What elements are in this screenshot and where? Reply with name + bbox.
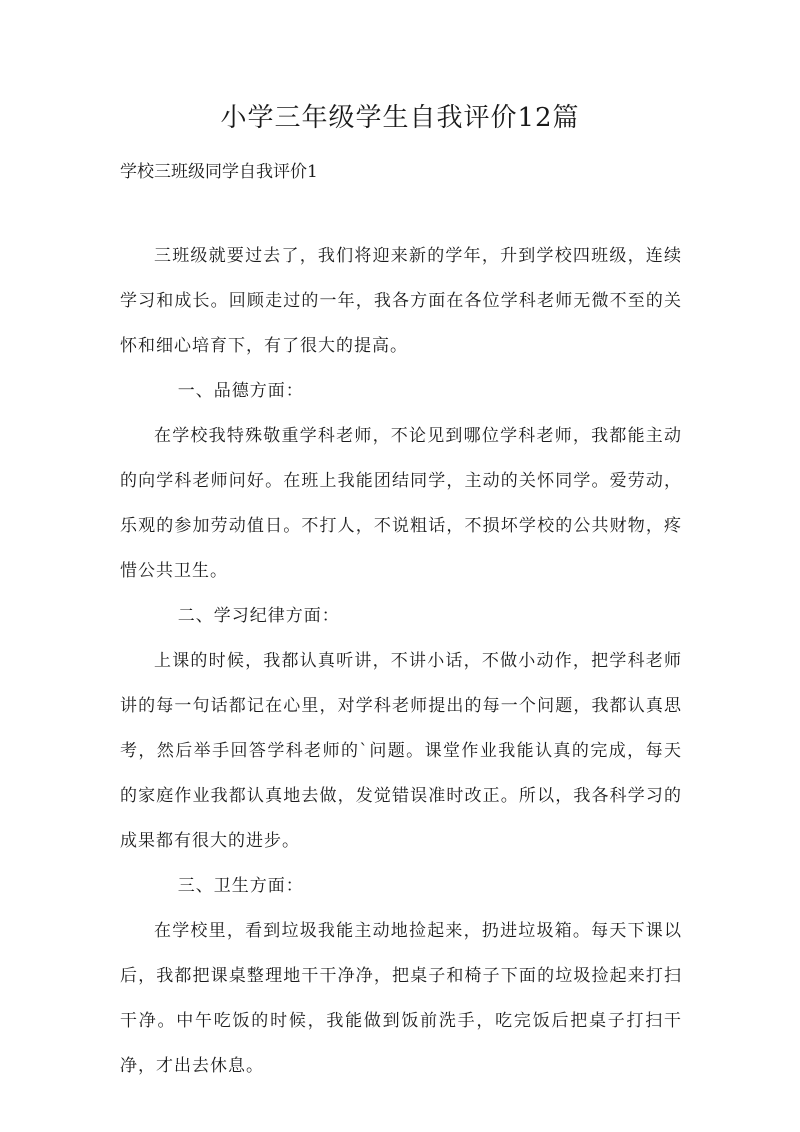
- document-title: 小学三年级学生自我评价12篇: [220, 103, 580, 133]
- section-heading-hygiene: 三、卫生方面：: [177, 876, 304, 896]
- section-heading-discipline: 二、学习纪律方面：: [177, 606, 340, 626]
- paragraph-hygiene: 在学校里，看到垃圾我能主动地捡起来，扔进垃圾箱。每天下课以后，我都把课桌整理地干干净净，把桌子和椅子下面的垃圾捡起来打扫干净。中午吃饭的时候，我能做到饭前洗手，吃完饭后把桌子打扫干净，才出去休息。: [120, 921, 682, 1076]
- document-body: [120, 234, 682, 1089]
- document-subtitle: 学校三班级同学自我评价1: [120, 162, 318, 182]
- paragraph-morality: 在学校我特殊敬重学科老师，不论见到哪位学科老师，我都能主动的向学科老师问好。在班上我能团结同学，主动的关怀同学。爱劳动，乐观的参加劳动值日。不打人，不说粗话，不损坏学校的公共财物，疼惜公共卫生。: [120, 426, 682, 581]
- section-heading-morality: 一、品德方面：: [177, 381, 304, 401]
- paragraph-intro: 三班级就要过去了，我们将迎来新的学年，升到学校四班级，连续学习和成长。回顾走过的一年，我各方面在各位学科老师无微不至的关怀和细心培育下，有了很大的提高。: [120, 246, 682, 356]
- paragraph-discipline: 上课的时候，我都认真听讲，不讲小话，不做小动作，把学科老师讲的每一句话都记在心里，对学科老师提出的每一个问题，我都认真思考，然后举手回答学科老师的`问题。课堂作业我能认真的完成，每天的家庭作业我都认真地去做，发觉错误准时改正。所以，我各科学习的成果都有很大的进步。: [120, 651, 682, 851]
